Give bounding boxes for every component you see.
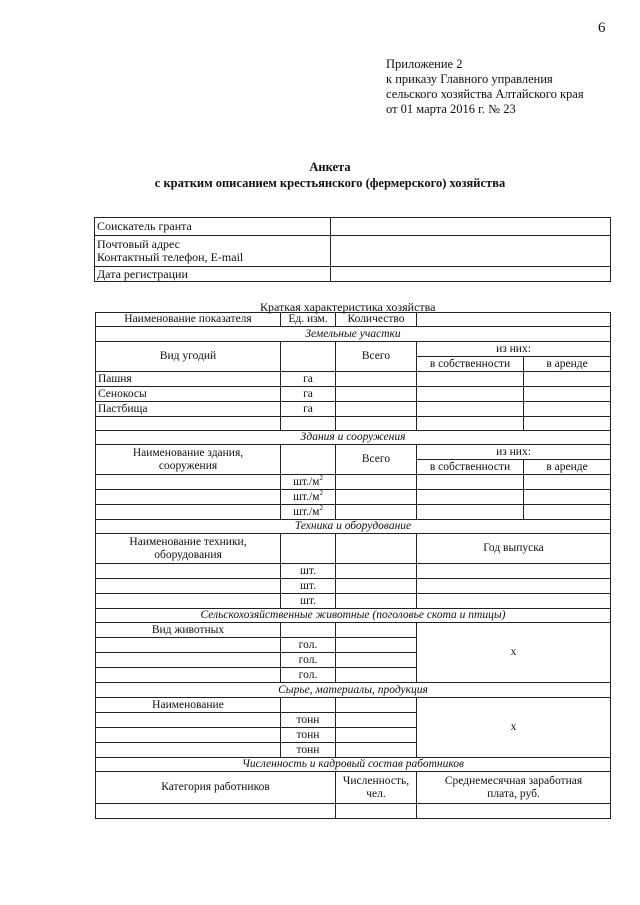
- page-number: 6: [598, 20, 606, 36]
- appendix-line: Приложение 2: [386, 57, 463, 71]
- land-of-which: из них:: [417, 342, 611, 357]
- materials-unit: тонн: [281, 743, 336, 758]
- animals-na-mark: х: [417, 623, 611, 683]
- registration-label: Дата регистрации: [95, 267, 331, 282]
- buildings-name-line: Наименование здания,: [132, 446, 244, 459]
- land-type-label: Вид угодий: [96, 342, 281, 372]
- materials-name-label: Наименование: [96, 698, 281, 713]
- buildings-name-line: сооружения: [158, 459, 218, 472]
- animals-unit: гол.: [281, 668, 336, 683]
- title-line: Анкета: [309, 160, 351, 174]
- land-row-unit: га: [281, 387, 336, 402]
- applicant-value-cell: [331, 218, 611, 236]
- machinery-name-line: оборудования: [154, 548, 222, 561]
- land-row-name: Пашня: [96, 372, 281, 387]
- section-land: Земельные участки: [96, 327, 611, 342]
- section-staff: Численность и кадровый состав работников: [96, 758, 611, 772]
- staff-count-line: Численность,: [342, 774, 410, 787]
- header-indicator: Наименование показателя: [96, 313, 281, 327]
- land-total-label: Всего: [336, 342, 417, 372]
- address-label: Почтовый адрес: [97, 237, 181, 251]
- machinery-name-line: Наименование техники,: [129, 535, 247, 548]
- land-row-unit: га: [281, 372, 336, 387]
- appendix-line: от 01 марта 2016 г. № 23: [386, 102, 516, 116]
- buildings-leased-label: в аренде: [524, 460, 611, 475]
- animals-unit: гол.: [281, 653, 336, 668]
- buildings-owned-label: в собственности: [417, 460, 524, 475]
- contacts-label: Контактный телефон, E-mail: [97, 250, 244, 264]
- staff-category-label: Категория работников: [96, 772, 336, 804]
- appendix-line: сельского хозяйства Алтайского края: [386, 87, 584, 101]
- applicant-label: Соискатель гранта: [95, 218, 331, 236]
- materials-unit: тонн: [281, 713, 336, 728]
- staff-count-line: чел.: [366, 787, 386, 800]
- land-row-unit: га: [281, 402, 336, 417]
- staff-salary-label: [417, 772, 611, 804]
- section-materials: Сырье, материалы, продукция: [96, 683, 611, 698]
- table-caption: Краткая характеристика хозяйства: [260, 300, 436, 314]
- document-title: [0, 159, 640, 191]
- appendix-line: к приказу Главного управления: [386, 72, 553, 86]
- header-quantity: Количество: [336, 313, 417, 327]
- materials-unit: тонн: [281, 728, 336, 743]
- materials-na-mark: х: [417, 698, 611, 758]
- machinery-unit: шт.: [281, 594, 336, 609]
- registration-value-cell: [331, 267, 611, 282]
- staff-salary-line: плата, руб.: [487, 787, 540, 800]
- section-machinery: Техника и оборудование: [96, 520, 611, 534]
- machinery-unit: шт.: [281, 579, 336, 594]
- machinery-name-label: [96, 534, 281, 564]
- address-contacts-label: [95, 236, 331, 267]
- staff-count-label: [336, 772, 417, 804]
- land-leased-label: в аренде: [524, 357, 611, 372]
- land-row-name: Пастбища: [96, 402, 281, 417]
- machinery-unit: шт.: [281, 564, 336, 579]
- animals-unit: гол.: [281, 638, 336, 653]
- section-buildings: Здания и сооружения: [96, 431, 611, 445]
- section-animals: Сельскохозяйственные животные (поголовье скота и птицы): [96, 609, 611, 623]
- appendix-header: [386, 57, 584, 117]
- applicant-table: [94, 217, 611, 282]
- machinery-year-label: Год выпуска: [417, 534, 611, 564]
- land-owned-label: в собственности: [417, 357, 524, 372]
- buildings-unit: $шт./м^2$: [281, 505, 336, 520]
- buildings-total-label: Всего: [336, 445, 417, 475]
- title-line: с кратким описанием крестьянского (фермерского) хозяйства: [154, 176, 506, 190]
- characteristics-table: [95, 312, 611, 819]
- buildings-name-label: [96, 445, 281, 475]
- buildings-of-which: из них:: [417, 445, 611, 460]
- header-unit: Ед. изм.: [281, 313, 336, 327]
- buildings-unit: $шт./м^2$: [281, 490, 336, 505]
- address-value-cell: [331, 236, 611, 267]
- land-row-name: Сенокосы: [96, 387, 281, 402]
- animals-type-label: Вид животных: [96, 623, 281, 638]
- staff-salary-line: Среднемесячная заработная: [444, 774, 583, 787]
- buildings-unit: $шт./м^2$: [281, 475, 336, 490]
